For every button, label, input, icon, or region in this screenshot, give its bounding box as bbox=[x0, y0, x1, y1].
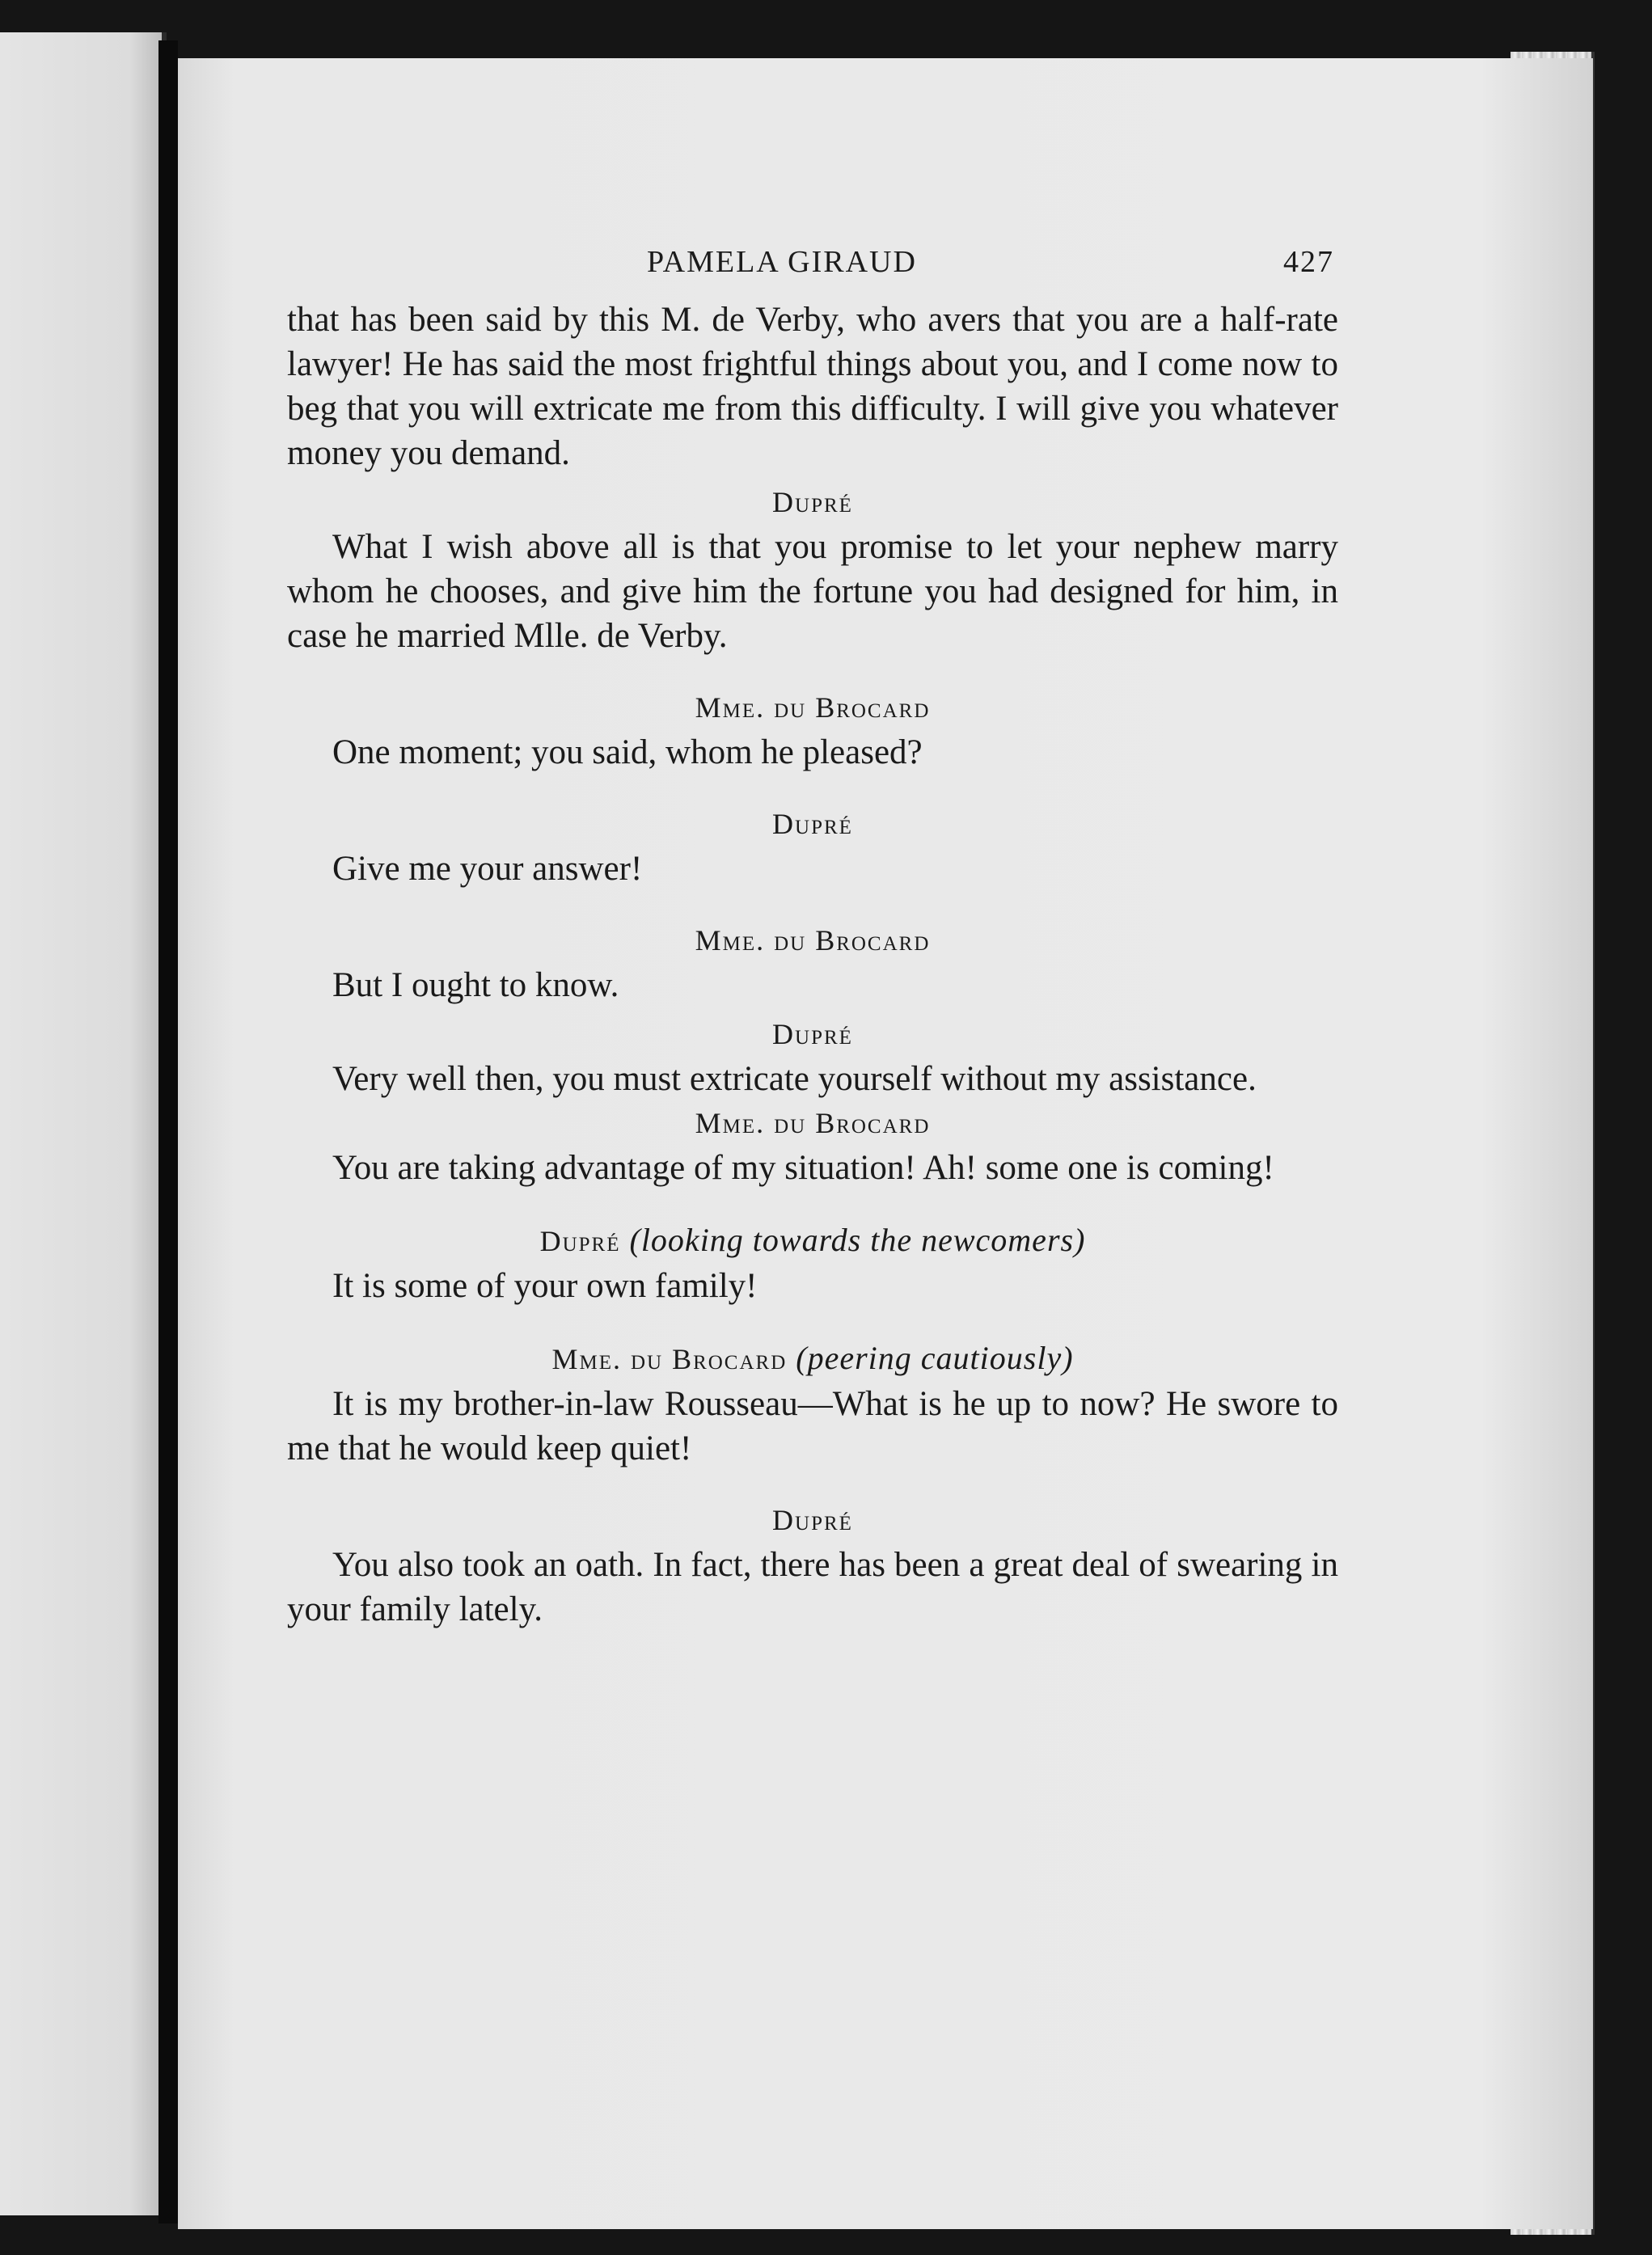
dialogue-paragraph: But I ought to know. bbox=[332, 966, 619, 1004]
dialogue-paragraph: It is my brother-in-law Rousseau—What is he up to now? He swore to me that he would keep quiet! bbox=[287, 1385, 1338, 1467]
speaker-name: Mme. du Brocard bbox=[695, 691, 931, 724]
speaker-name: Dupré bbox=[772, 808, 853, 840]
book-page bbox=[178, 58, 1593, 2229]
book-gutter bbox=[158, 40, 178, 2223]
dialogue-paragraph: Very well then, you must extricate yourself without my assistance. bbox=[332, 1060, 1257, 1098]
speaker-name: Mme. du Brocard bbox=[695, 924, 931, 956]
dialogue-paragraph: It is some of your own family! bbox=[332, 1267, 758, 1305]
running-title: PAMELA GIRAUD bbox=[647, 245, 917, 279]
speaker-name: Dupré bbox=[772, 1504, 853, 1536]
play-text bbox=[287, 298, 1338, 1632]
dialogue-paragraph: What I wish above all is that you promise to let your nephew marry whom he chooses, and give him the fortune you had designed for him, in case he married Mlle. de Verby. bbox=[287, 528, 1338, 655]
page-number: 427 bbox=[1283, 245, 1334, 279]
speaker-name: Dupré bbox=[539, 1225, 621, 1257]
dialogue-paragraph: that has been said by this M. de Verby, who avers that you are a half-rate lawyer! He has said the most frightful things about you, and I come now to beg that you will extricate me from this difficulty. I will give you whatever money you demand. bbox=[287, 301, 1338, 472]
speaker-name: Dupré bbox=[772, 1018, 853, 1050]
dialogue-paragraph: You are taking advantage of my situation! Ah! some one is coming! bbox=[332, 1149, 1274, 1187]
stage-direction: (peering cautiously) bbox=[796, 1340, 1074, 1376]
dialogue-paragraph: Give me your answer! bbox=[332, 850, 643, 888]
speaker-name: Mme. du Brocard bbox=[695, 1107, 931, 1139]
speaker-with-direction bbox=[287, 1336, 1338, 1382]
dialogue-paragraph: You also took an oath. In fact, there has been a great deal of swearing in your family lately. bbox=[287, 1546, 1338, 1628]
speaker-name: Dupré bbox=[772, 486, 853, 518]
stage-direction: (looking towards the newcomers) bbox=[629, 1222, 1086, 1258]
speaker-name: Mme. du Brocard bbox=[551, 1343, 788, 1375]
dialogue-paragraph: One moment; you said, whom he pleased? bbox=[332, 733, 923, 771]
facing-page-left bbox=[0, 32, 167, 2215]
speaker-with-direction bbox=[287, 1218, 1338, 1264]
